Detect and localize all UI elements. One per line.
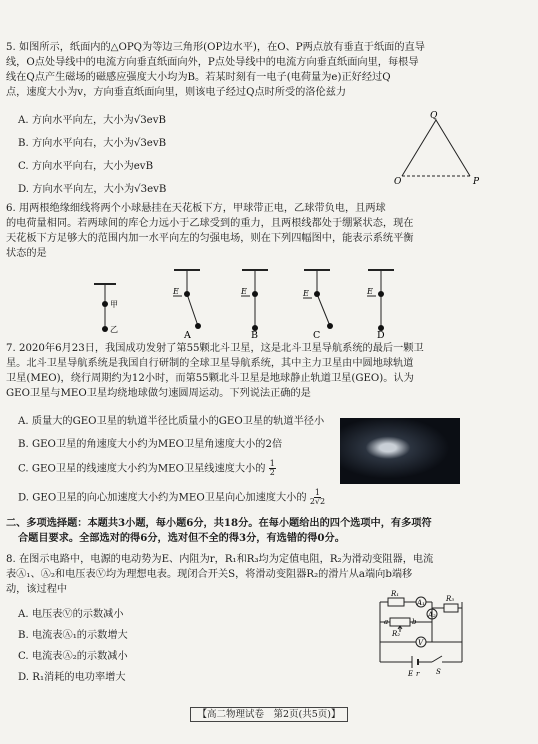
q5-option-b: B. 方向水平向右，大小为√3evB <box>18 138 167 149</box>
q5-option-a: A. 方向水平向左，大小为√3evB <box>18 115 166 126</box>
q5-label-q: Q <box>430 111 438 121</box>
q6-stem-4: 状态的是 <box>6 248 47 259</box>
q7-option-d-fraction <box>310 489 325 506</box>
q5-label-p: P <box>473 177 480 187</box>
q7-option-c-num: 1 <box>269 459 275 468</box>
q6-label-e-b: E <box>241 287 247 296</box>
q6-label-e-d: E <box>367 287 373 296</box>
q6-label-jia: 甲 <box>110 300 118 309</box>
q5-triangle-figure <box>394 111 480 187</box>
footer-label: 【高二物理试卷 第2页(共5页)】 <box>190 707 347 722</box>
q7-option-d-num: 1 <box>314 488 320 497</box>
q6-label-e-a: E <box>173 287 179 296</box>
q7-option-d-den: 2√2 <box>309 497 326 506</box>
q7-stem-4: GEO卫星与MEO卫星均绕地球做匀速圆周运动。下列说法正确的是 <box>6 388 311 399</box>
satellite-orbit-photo <box>340 418 460 484</box>
q6-stem-3: 天花板下方足够大的范围内加一水平向左的匀强电场，则在下列四幅图中，能表示系统平衡 <box>6 233 414 244</box>
q8-option-d: D. R₁消耗的电功率增大 <box>18 672 126 683</box>
q5-label-o: O <box>394 177 402 187</box>
page-footer <box>0 707 538 722</box>
q8-label-a1: A₁ <box>417 599 425 607</box>
q7-stem-2: 星。北斗卫星导航系统是我国自行研制的全球卫星导航系统，其中主力卫星由中圆地球轨道 <box>6 358 414 369</box>
q7-option-c <box>18 460 276 477</box>
q7-option-c-text: C. GEO卫星的线速度大小约为MEO卫星线速度大小的 <box>18 463 266 475</box>
q8-option-a: A. 电压表Ⓥ的示数减小 <box>18 609 124 620</box>
q5-stem-2: 线，O点处导线中的电流方向垂直纸面向外，P点处导线中的电流方向垂直纸面向里，每根导 <box>6 57 419 68</box>
q5-option-d: D. 方向水平向左，大小为√3evB <box>18 184 167 195</box>
q8-label-a: a <box>384 618 389 626</box>
q8-option-b: B. 电流表Ⓐ₁的示数增大 <box>18 630 128 641</box>
q5-stem-3: 线在Q点产生磁场的磁感应强度大小均为B。若某时刻有一电子(电荷量为e)正好经过Q <box>6 72 391 83</box>
q8-option-c: C. 电流表Ⓐ₂的示数减小 <box>18 651 128 662</box>
q8-circuit-diagram <box>372 590 472 680</box>
section-2-line-2: 合题目要求。全部选对的得6分，选对但不全的得3分，有选错的得0分。 <box>18 532 345 544</box>
q7-option-b: B. GEO卫星的角速度大小约为MEO卫星角速度大小的2倍 <box>18 439 283 450</box>
q8-label-s: S <box>436 668 441 676</box>
q6-choice-a: A <box>184 330 191 341</box>
question-6 <box>6 201 528 261</box>
q7-option-c-den: 2 <box>269 468 275 477</box>
q8-label-a2: A₂ <box>428 611 436 619</box>
q5-option-c: C. 方向水平向右，大小为evB <box>18 161 154 172</box>
q6-stem-1: 6. 用两根绝缘细线将两个小球悬挂在天花板下方，甲球带正电，乙球带负电，且两球 <box>6 203 386 214</box>
question-7 <box>6 341 528 401</box>
q6-choice-c: C <box>313 330 321 341</box>
q6-label-e-c: E <box>303 289 309 298</box>
q5-stem-4: 点，速度大小为v，方向垂直纸面向里，则该电子经过Q点时所受的洛伦兹力 <box>6 87 347 98</box>
q8-label-v: V <box>418 639 424 647</box>
q7-option-d-text: D. GEO卫星的向心加速度大小约为MEO卫星向心加速度大小的 <box>18 492 307 504</box>
q8-stem-3: 动，该过程中 <box>6 584 68 595</box>
section-2-line-1: 二、多项选择题：本题共3小题，每小题6分，共18分。在每小题给出的四个选项中，有多项符 <box>6 517 432 529</box>
q8-label-r3: R₃ <box>446 595 455 603</box>
q7-option-d <box>18 489 325 506</box>
q8-label-b: b <box>412 618 417 626</box>
q6-choice-b: B <box>251 330 258 341</box>
q7-stem-1: 7. 2020年6月23日，我国成功发射了第55颗北斗卫星，这是北斗卫星导航系统的最后一颗卫 <box>6 343 424 354</box>
question-5 <box>6 40 528 100</box>
q8-label-e: E <box>408 670 414 678</box>
q8-stem-1: 8. 在图示电路中，电源的电动势为E、内阻为r，R₁和R₃均为定值电阻，R₂为滑动变阻器，电流 <box>6 554 434 565</box>
q5-stem-1: 5. 如图所示，纸面内的△OPQ为等边三角形(OP边水平)，在O、P两点放有垂直于纸面的直导 <box>6 42 425 53</box>
section-2-header <box>6 516 528 546</box>
q8-label-r1: R₁ <box>391 590 400 598</box>
q6-choice-d: D <box>377 330 385 341</box>
q6-label-yi: 乙 <box>110 325 118 334</box>
q8-label-r: r <box>416 670 420 678</box>
q6-stem-2: 的电荷量相同。若两球间的库仑力远小于乙球受到的重力，且两根线都处于绷紧状态，现在 <box>6 218 414 229</box>
q7-option-c-fraction <box>269 460 276 477</box>
q8-stem-2: 表Ⓐ₁、Ⓐ₂和电压表Ⓥ均为理想电表。现闭合开关S，将滑动变阻器R₂的滑片从a端向b端移 <box>6 569 413 580</box>
q7-option-a: A. 质量大的GEO卫星的轨道半径比质量小的GEO卫星的轨道半径小 <box>18 416 325 427</box>
q7-stem-3: 卫星(MEO)，绕行周期约为12小时，而第55颗北斗卫星是地球静止轨道卫星(GEO)。认为 <box>6 373 414 384</box>
q6-pendulum-figures <box>0 266 538 341</box>
q8-label-r2: R₂ <box>392 630 401 638</box>
